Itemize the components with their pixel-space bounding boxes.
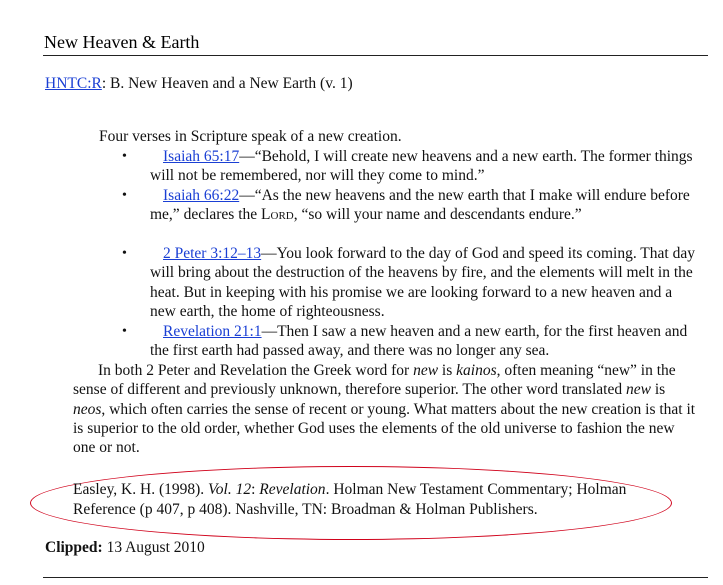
list-item (122, 244, 695, 321)
verse-link-isaiah-65-17[interactable]: Isaiah 65:17 (163, 148, 240, 165)
citation (73, 480, 683, 520)
page-title: New Heaven & Earth (44, 32, 200, 52)
bullet-icon: • (122, 149, 127, 164)
paragraph-text: is (650, 381, 666, 399)
italic-new: new (413, 362, 439, 379)
list-item (122, 322, 695, 361)
verse-link-isaiah-66-22[interactable]: Isaiah 66:22 (163, 187, 240, 204)
italic-neos: neos (73, 400, 102, 418)
clipped-label: Clipped: (45, 539, 103, 556)
verse-link-2-peter-3-12-13[interactable]: 2 Peter 3:12–13 (163, 245, 262, 262)
list-item (122, 186, 695, 225)
bullet-icon: • (122, 324, 127, 339)
paragraph-text: , often meaning “new” in the sense of different and previously unknown, therefore superior. The other word translated (73, 362, 676, 399)
verse-text: —Then I saw a new heaven and a new earth, for the first heaven and the first earth had passed away, and there was no longer any sea. (150, 323, 688, 360)
bullet-icon: • (122, 188, 127, 203)
top-divider (43, 55, 708, 56)
citation-separator: : (251, 481, 260, 498)
bottom-divider (43, 577, 708, 578)
paragraph-text: In both 2 Peter and Revelation the Greek word for (98, 362, 414, 379)
verse-text: —You look forward to the day of God and speed its coming. That day will bring about the destruction of the heavens by fire, and the elements will melt in the heat. But in keeping with his promise we are looking forward to a new heaven and a new earth, the home of righteousness. (150, 245, 695, 320)
source-link[interactable]: HNTC:R (45, 75, 102, 92)
lord-smallcaps: Lord (261, 206, 294, 224)
italic-kainos: kainos (456, 362, 497, 379)
verse-text-end: , “so will your name and descendants endure.” (293, 206, 582, 224)
source-text: : B. New Heaven and a New Earth (v. 1) (101, 75, 353, 92)
citation-rest: . Holman New Testament Commentary; Holman Reference (p 407, p 408). Nashville, TN: Broadman & Holman Publishers. (73, 481, 627, 518)
verse-text: —“As the new heavens and the new earth that I make will endure before me,” declares the (150, 187, 690, 224)
body-paragraph (73, 361, 698, 457)
paragraph-text: , which often carries the sense of recent or young. What matters about the new creation is that it is superior to the old order, whether God uses the elements of the old universe to fashion the new one or not. (73, 400, 696, 457)
intro-text: Four verses in Scripture speak of a new creation. (99, 128, 402, 145)
bullet-icon: • (122, 246, 127, 261)
verse-text: —“Behold, I will create new heavens and a new earth. The former things will not be remembered, nor will they come to mind.” (150, 148, 693, 185)
citation-author: Easley, K. H. (1998). (73, 481, 209, 498)
citation-book: Revelation (259, 481, 326, 498)
italic-new: new (625, 381, 651, 399)
list-item (122, 147, 695, 186)
paragraph-text: is (438, 362, 457, 379)
verse-link-revelation-21-1[interactable]: Revelation 21:1 (163, 323, 262, 340)
source-line (45, 74, 353, 93)
clipped-value: 13 August 2010 (102, 539, 205, 556)
citation-volume: Vol. 12 (208, 481, 252, 498)
clipped-date (45, 538, 205, 557)
